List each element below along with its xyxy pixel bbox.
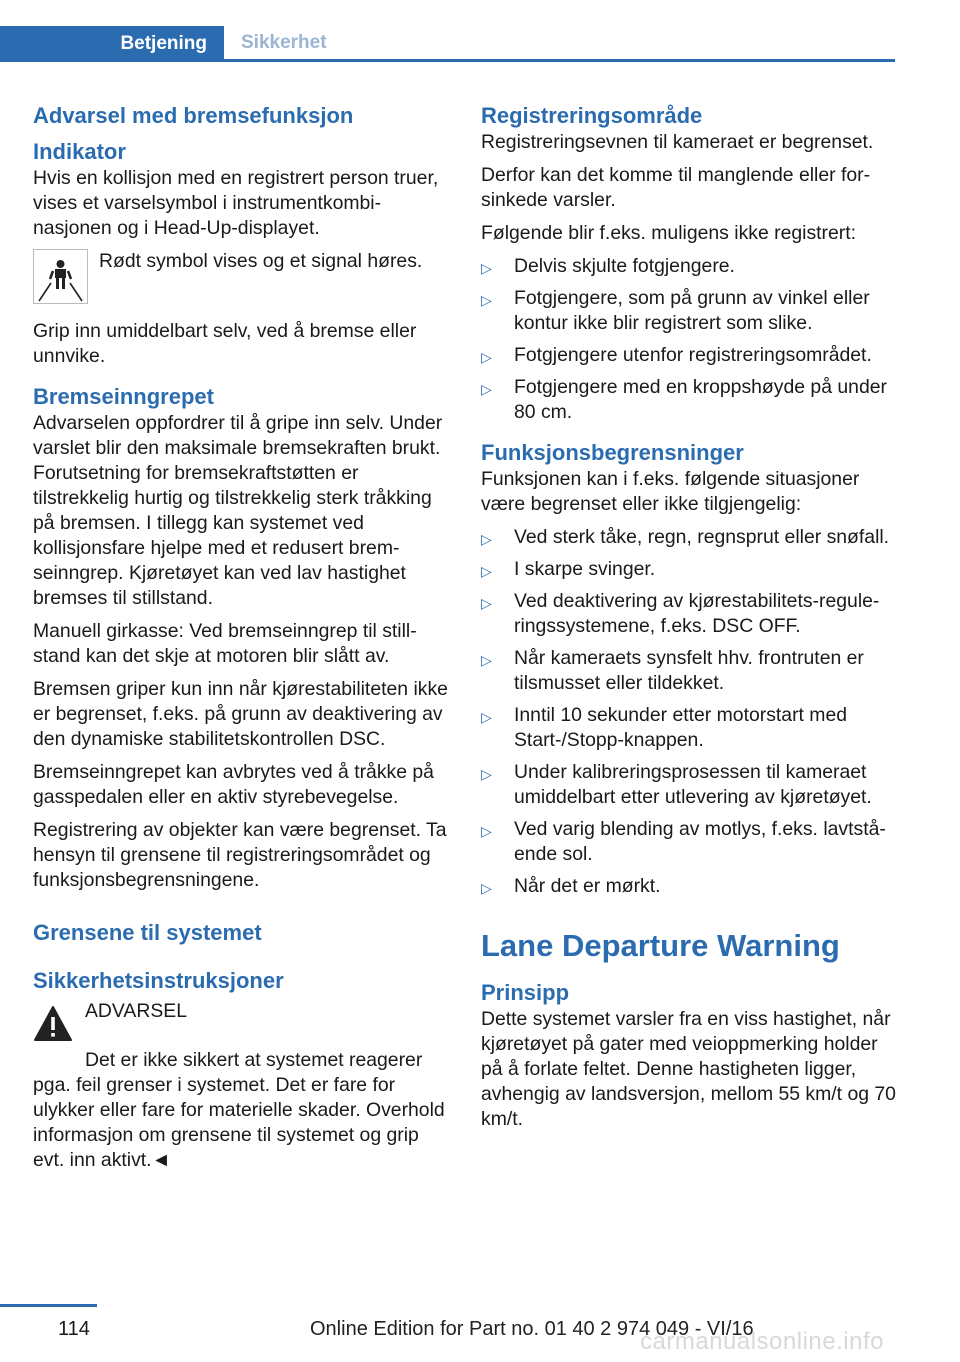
list-item-text: Ved sterk tåke, regn, regnsprut eller snøfall.	[514, 526, 890, 548]
triangle-bullet-icon: ▷	[481, 823, 492, 839]
list-item-text: Delvis skjulte fotgjengere.	[514, 255, 735, 277]
tab-betjening[interactable]: Betjening	[0, 26, 224, 62]
list-item-text: Ved varig blending av motlys, f.eks. lavtstående sol.	[514, 818, 886, 865]
pedestrian-warning-icon	[33, 249, 88, 304]
list-item	[481, 254, 896, 279]
warning-text: Det er ikke sikkert at systemet reagerer pga. feil grenser i systemet. Det er fare for ulykker eller fare for materielle skader. Overhold informasjon om grensene til systemet og grip evt. inn aktivt.◄	[33, 1049, 445, 1171]
page-number: 114	[58, 1318, 90, 1340]
tab-underline	[0, 59, 895, 62]
heading-registreringsomrade: Registreringsområde	[481, 103, 703, 128]
warning-block	[33, 999, 448, 1043]
triangle-bullet-icon: ▷	[481, 880, 492, 896]
heading-grensene: Grensene til systemet	[33, 920, 262, 945]
list-item-text: Fotgjengere, som på grunn av vinkel eller kontur ikke blir registrert som slike.	[514, 287, 870, 334]
paragraph-brems-1: Advarselen oppfordrer til å gripe inn selv. Under varslet blir den maksimale bremsekraften brukt. Forutsetning for bremsekraftstøtten er tilstrekkelig hurtig og tilstrekkelig sterk tråkking på bremsen. I tillegg kan systemet ved kollisjonsfare hjelpe med et redusert bremseinngrep. Kjøretøyet kan ved lav hastighet bremses til stillstand.	[33, 412, 443, 609]
heading-sikkerhetsinstruksjoner: Sikkerhetsinstruksjoner	[33, 968, 284, 993]
warning-content	[85, 999, 187, 1024]
right-column	[481, 100, 896, 1140]
tab-bar	[0, 26, 895, 62]
left-column	[33, 100, 448, 1181]
list-item-text: Inntil 10 sekunder etter motorstart med Start-/Stopp-knappen.	[514, 704, 848, 751]
list-item-text: Ved deaktivering av kjørestabilitets-reguleringssystemene, f.eks. DSC OFF.	[514, 590, 880, 637]
paragraph-funk: Funksjonen kan i f.eks. følgende situasjoner være begrenset eller ikke tilgjengelig:	[481, 468, 860, 515]
list-item	[481, 589, 896, 639]
triangle-bullet-icon: ▷	[481, 349, 492, 365]
triangle-bullet-icon: ▷	[481, 766, 492, 782]
paragraph-reg-2: Derfor kan det komme til manglende eller forsinkede varsler.	[481, 164, 871, 211]
symbol-description: Rødt symbol vises og et signal høres.	[99, 250, 423, 272]
list-item	[481, 874, 896, 899]
list-item-text: I skarpe svinger.	[514, 558, 656, 580]
list-item	[481, 703, 896, 753]
list-item-text: Under kalibreringsprosessen til kameraet umiddelbart etter utlevering av kjøretøyet.	[514, 761, 872, 808]
triangle-bullet-icon: ▷	[481, 709, 492, 725]
paragraph-brems-2: Manuell girkasse: Ved bremseinngrep til stillstand kan det skje at motoren blir slått av.	[33, 620, 417, 667]
paragraph-brems-5: Registrering av objekter kan være begrenset. Ta hensyn til grensene til registreringsområdet og funksjonsbegrensningene.	[33, 819, 447, 891]
triangle-bullet-icon: ▷	[481, 531, 492, 547]
warning-label: ADVARSEL	[85, 1000, 188, 1022]
list-item-text: Fotgjengere utenfor registreringsområdet.	[514, 344, 872, 366]
triangle-bullet-icon: ▷	[481, 381, 492, 397]
triangle-bullet-icon: ▷	[481, 260, 492, 276]
limitation-list	[481, 525, 896, 899]
section-title-advarsel: Advarsel med bremsefunksjon	[33, 103, 354, 128]
tab-sikkerhet[interactable]: Sikkerhet	[241, 31, 327, 53]
heading-lane-departure: Lane Departure Warning	[481, 928, 840, 963]
paragraph-brems-4: Bremseinngrepet kan avbrytes ved å tråkke på gasspedalen eller en aktiv styrebevegelse.	[33, 761, 434, 808]
triangle-bullet-icon: ▷	[481, 595, 492, 611]
list-item	[481, 375, 896, 425]
heading-funksjonsbegrensninger: Funksjonsbegrensninger	[481, 440, 744, 465]
paragraph-reg-1: Registreringsevnen til kameraet er begrenset.	[481, 131, 874, 153]
triangle-bullet-icon: ▷	[481, 652, 492, 668]
list-item-text: Fotgjengere med en kroppshøyde på under 80 cm.	[514, 376, 887, 423]
triangle-bullet-icon: ▷	[481, 563, 492, 579]
footer-line	[0, 1304, 97, 1307]
footer-edition: Online Edition for Part no. 01 40 2 974 049 - VI/16	[310, 1318, 754, 1340]
paragraph-grip: Grip inn umiddelbart selv, ved å bremse eller unnvike.	[33, 320, 417, 367]
list-item	[481, 817, 896, 867]
list-item-text: Når det er mørkt.	[514, 875, 661, 897]
symbol-row	[33, 249, 448, 304]
heading-bremseinngrepet: Bremseinngrepet	[33, 384, 214, 409]
list-item-text: Når kameraets synsfelt hhv. frontruten er tilsmusset eller tildekket.	[514, 647, 864, 694]
list-item	[481, 557, 896, 582]
registration-list	[481, 254, 896, 425]
list-item	[481, 343, 896, 368]
list-item	[481, 286, 896, 336]
list-item	[481, 760, 896, 810]
paragraph-brems-3: Bremsen griper kun inn når kjørestabiliteten ikke er begrenset, f.eks. på grunn av deaktivering av den dynamiske stabilitetskontrollen DSC.	[33, 678, 448, 750]
heading-prinsipp: Prinsipp	[481, 980, 570, 1005]
paragraph-prinsipp: Dette systemet varsler fra en viss hastighet, når kjøretøyet på gater med veioppmerking holder på å forlate feltet. Denne hastigheten ligger, avhengig av landsversjon, mellom 55 km/t og 70 km/t.	[481, 1008, 896, 1130]
triangle-bullet-icon: ▷	[481, 292, 492, 308]
list-item	[481, 646, 896, 696]
paragraph-reg-3: Følgende blir f.eks. muligens ikke registrert:	[481, 222, 857, 244]
paragraph-indikator: Hvis en kollisjon med en registrert person truer, vises et varselsymbol i instrumentkombinasjonen og i Head-Up-displayet.	[33, 167, 439, 239]
watermark: carmanualsonline.info	[640, 1328, 884, 1355]
list-item	[481, 525, 896, 550]
warning-triangle-icon	[33, 1005, 73, 1043]
heading-indikator: Indikator	[33, 139, 126, 164]
